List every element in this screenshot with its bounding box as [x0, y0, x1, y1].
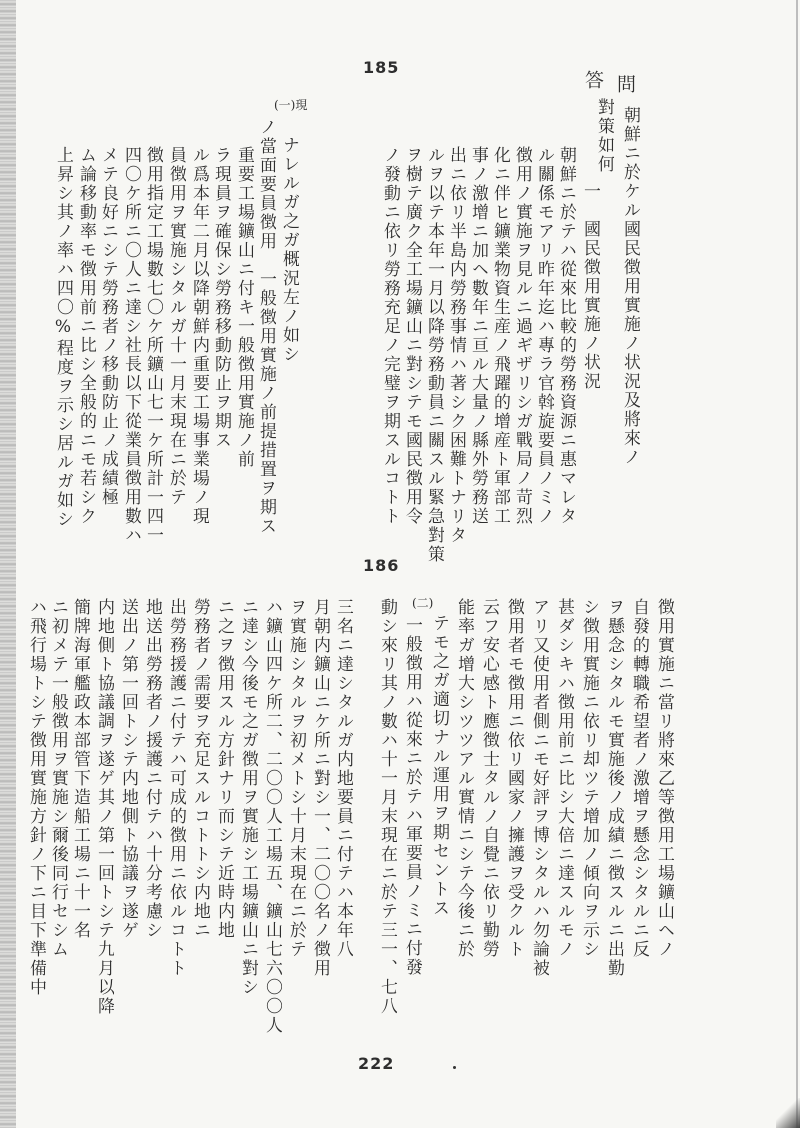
text-column: 化ニ伴ヒ鑛業物資生産ノ飛躍的增産ト軍部工: [490, 146, 510, 526]
text-column: 徴用指定工場數七〇ケ所鑛山七一ケ所計一四一: [143, 146, 163, 545]
text-column: 送出ノ第一回トシテ内地側ト協議ヲ遂ゲ: [118, 598, 138, 940]
text-column: アリ又使用者側ニモ好評ヲ博シタルハ勿論被: [529, 598, 549, 978]
text-column: 三名ニ達シタルガ内地要員ニ付テハ本年八: [333, 598, 353, 959]
text-column: 云フ安心感ト應徴士タルノ自覺ニ依リ勤勞: [479, 598, 499, 959]
question-label: 問: [614, 74, 636, 93]
answer-label: 答: [582, 70, 604, 89]
text-column: ヲ實施シタルヲ初メトシ十月末現在ニ於テ: [286, 598, 306, 959]
text-column: ノ當面要員徴用 一般徴用實施ノ前提措置ヲ期ス: [256, 118, 276, 536]
text-column: 徴用實施ニ當リ將來乙等徴用工場鑛山ヘノ: [654, 598, 674, 959]
text-column: 出ニ依リ半島内勞務事情ハ著シク困難トナリタ: [446, 146, 466, 545]
text-column: 動シ來リ其ノ數ハ十一月末現在ニ於テ三一、七八: [377, 598, 397, 1016]
section-heading: (二): [412, 596, 434, 610]
text-column: 徴用ノ實施ヲ見ルニ過ギザリシガ戰局ノ苛烈: [512, 146, 532, 526]
text-column: ハ飛行場トシテ徴用實施方針ノ下ニ目下準備中: [26, 598, 46, 997]
text-column: ル關係モアリ昨年迄ハ專ラ官斡旋要員ノミノ: [534, 146, 554, 526]
text-column: 朝鮮ニ於テハ從來比較的勞務資源ニ惠マレタ: [556, 146, 576, 526]
ink-dot: [453, 1066, 456, 1069]
text-column: ニ初メテ一般徴用ヲ實施シ爾後同行セシム: [48, 598, 68, 959]
text-column: ヲ樹テ廣ク全工場鑛山ニ對シテモ國民徴用令: [402, 146, 422, 526]
scan-shadow-left: [0, 0, 16, 1128]
text-column: 一般徴用ハ從來ニ於テハ軍要員ノミニ付發: [402, 616, 422, 977]
text-column: 重要工場鑛山ニ付キ一般徴用實施ノ前: [234, 146, 254, 469]
text-column: 簡牌海軍艦政本部管下造船工場ニ十一名: [70, 598, 90, 940]
text-column: ム論移動率モ徴用前ニ比シ全般的ニモ若シク: [76, 146, 96, 526]
text-column: ハ鑛山四ケ所二、二〇〇人工場五、鑛山七六〇〇人: [262, 598, 282, 1035]
scan-corner: [776, 1098, 800, 1128]
text-column: 内地側ト協議調ヲ遂ゲ其ノ第一回トシテ九月以降: [94, 598, 114, 1016]
text-column: 甚ダシキハ徴用前ニ比シ大倍ニ達スルモノ: [554, 598, 574, 959]
text-column: 徴用者モ徴用ニ依リ國家ノ擁護ヲ受クルト: [504, 598, 524, 959]
text-column: 勞務者ノ需要ヲ充足スルコトトシ内地ニ: [190, 598, 210, 940]
text-column: 員徴用ヲ實施シタルガ十一月末現在ニ於テ: [166, 146, 186, 507]
text-column: ナレルガ之ガ概況左ノ如シ: [279, 136, 299, 364]
text-column: テモ之ガ適切ナル運用ヲ期セントス: [429, 614, 449, 918]
text-column: 地送出勞務者ノ援護ニ付テハ十分考慮シ: [142, 598, 162, 940]
text-column: 自發的轉職希望者ノ激增ヲ懸念シタルニ反: [629, 598, 649, 959]
text-column: ニ之ヲ徴用スル方針ナリ而シテ近時内地: [214, 598, 234, 940]
text-column: メテ良好ニシテ勞務者ノ移動防止ノ成績極: [98, 146, 118, 507]
scan-edge-right: [796, 0, 798, 1128]
text-column: ルヲ以テ本年一月以降勞務動員ニ關スル緊急對策: [424, 146, 444, 564]
text-column: ニ達シ今後モ之ガ徴用ヲ實施シ工場鑛山ニ對シ: [238, 598, 258, 997]
text-column: 上昇シ其ノ率ハ四〇%程度ヲ示シ居ルガ如シ: [53, 146, 73, 529]
page-number-top: 185: [363, 58, 400, 77]
text-column: 四〇ケ所ニ〇人ニ達シ社長以下從業員徴用數ハ: [121, 146, 141, 545]
text-column: シ徴用實施ニ依リ却ツテ增加ノ傾向ヲ示シ: [579, 598, 599, 959]
text-column: ノ發動ニ依リ勞務充足ノ完璧ヲ期スルコトト: [380, 146, 400, 526]
text-column: ヲ懸念シタルモ實施後ノ成績ニ徴スルニ出勤: [604, 598, 624, 978]
text-column: 對策如何: [594, 98, 614, 174]
text-column: 出勞務援護ニ付テハ可成的徴用ニ依ルコトト: [166, 598, 186, 978]
page-number-footer: 222: [358, 1054, 395, 1073]
text-column: 朝鮮ニ於ケル國民徴用實施ノ状況及將來ノ: [620, 106, 640, 467]
section-heading: (一)現: [274, 98, 308, 112]
text-column: 能率ガ增大シツツアル實情ニシテ今後ニ於: [454, 598, 474, 959]
page-number-middle: 186: [363, 556, 400, 575]
text-column: ラ現員ヲ確保シ勞務移動防止ヲ期ス: [211, 146, 231, 450]
text-column: 事ノ激增ニ加ヘ數年ニ亘ル大量ノ縣外勞務送: [468, 146, 488, 526]
text-column: 一 國民徴用實施ノ状況: [580, 182, 600, 391]
text-column: ル爲本年二月以降朝鮮内重要工場事業場ノ現: [189, 146, 209, 526]
text-column: 月朝内鑛山ニケ所ニ對シ一、二〇〇名ノ徴用: [310, 598, 330, 978]
